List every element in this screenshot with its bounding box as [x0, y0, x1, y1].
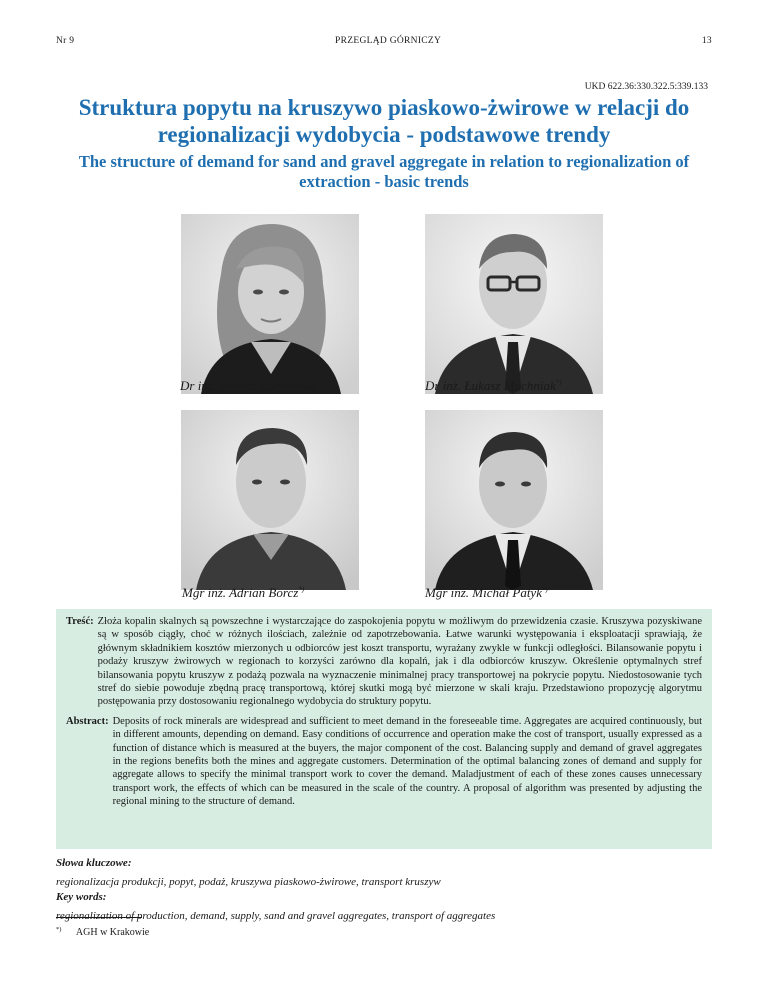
page-number: 13: [701, 36, 712, 46]
title-polish: Struktura popytu na kruszywo piaskowo-żwirowe w relacji do regionalizacji wydobycia - podstawowe trendy: [78, 95, 690, 147]
issue-number: Nr 9: [56, 36, 75, 46]
footnote-divider: [56, 917, 142, 918]
abstract-english: [66, 715, 702, 809]
author-photo-2: [425, 214, 603, 394]
footnote: [56, 926, 149, 938]
keywords-english: [56, 890, 716, 923]
author-photo-3: [181, 410, 359, 590]
keywords-english-text: regionalization of production, demand, supply, sand and gravel aggregates, transport of aggregates: [56, 910, 496, 922]
author-caption-3: Mgr inż. Adrian Borcz*): [182, 585, 305, 600]
footnote-mark: *): [56, 926, 62, 933]
title-english: The structure of demand for sand and gravel aggregate in relation to regionalization of extraction - basic trends: [78, 152, 690, 191]
ukd-classification: UKD 622.36:330.322.5:339.133: [584, 82, 708, 92]
abstract-box: [56, 609, 712, 849]
footnote-text: AGH w Krakowie: [75, 927, 150, 939]
keywords-polish: [56, 856, 716, 889]
abstract-english-text: Deposits of rock minerals are widespread and sufficient to meet demand in the foreseeable time. Aggregates are acquired continuously, but in different amounts, depending on demand. Easy conditions of occurrence and operation make the cost of transport, usually expressed as a function of distance which is measured at the buyers, the major component of the cost. Balancing supply and demand of gravel aggregates in the regions benefits both the mines and aggregate customers. Determination of the optimal balancing zones of demand and supply for aggregate allows to specify the minimal transport work to cover the demand. Maladjustment of each of these zones causes unnecessary transport work, the effects of which can be measured in the scale of the country. A proposal of algorithm was presented by adjusting the regional mining to the structure of demand.: [112, 715, 702, 808]
author-caption-2: Dr inż. Łukasz Machniak*): [425, 378, 562, 393]
author-photo-4: [425, 410, 603, 590]
keywords-polish-label: Słowa kluczowe:: [56, 857, 132, 869]
journal-name: PRZEGLĄD GÓRNICZY: [335, 36, 442, 46]
running-header: [56, 36, 712, 46]
author-caption-1: Dr inż. Dorota Łochańska*): [180, 378, 322, 393]
abstract-polish-label: Treść:: [66, 616, 94, 627]
keywords-english-label: Key words:: [56, 891, 107, 903]
abstract-english-label: Abstract:: [66, 715, 109, 727]
author-photo-1: [181, 214, 359, 394]
abstract-polish: [66, 615, 702, 709]
keywords-polish-text: regionalizacja produkcji, popyt, podaż, kruszywa piaskowo-żwirowe, transport kruszyw: [56, 876, 441, 888]
abstract-polish-text: Złoża kopalin skalnych są powszechne i wystarczające do zaspokojenia popytu w możliwym do przewidzenia czasie. Kruszywa pozyskiwane są w sposób ciągły, choć w różnych ilościach, zależnie od zapotrzebowania. Łatwe warunki występowania i eksploatacji sprawiają, że głównym składnikiem kosztów mierzonych u odbiorców jest koszt transportu, wyrażany zwykle w funkcji odległości. Bilansowanie popytu i podaży kruszyw żwirowych w regionach to korzyści zarówno dla kopalń, jak i dla odbiorców kruszyw. Określenie optymalnych stref bilansowania popytu kruszyw z podażą pozwala na wyznaczenie minimalnej pracy transportowej na pokrycie popytu. Niedostosowanie tych stref do siebie powoduje zbędną pracę transportową, której skutki mogą być mierzone w skali kraju. Przedstawiono propozycję algorytmu postępowania przy dostosowaniu regionalnego wydobycia do struktury popytu.: [97, 616, 702, 708]
author-caption-4: Mgr inż. Michał Patyk*): [425, 585, 548, 600]
